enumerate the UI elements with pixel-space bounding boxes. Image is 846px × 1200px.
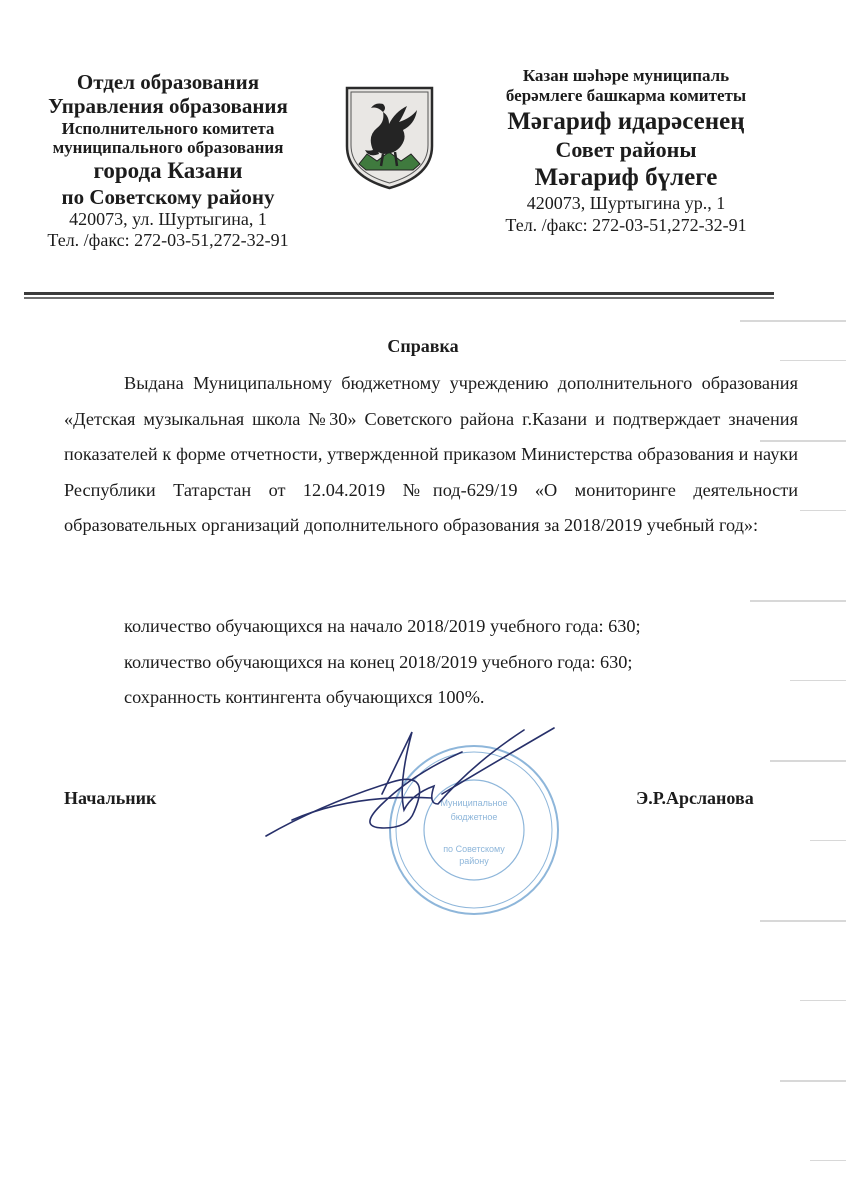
document-body: Выдана Муниципальному бюджетному учреждению дополнительного образования «Детская музыкальная школа №30» Советского района г.Казани и подтверждает значения показателей к форме отчетности, утвержденной приказом Министерства образования и науки Республики Татарстан от 12.04.2019 №под-629/19 «О мониторинге деятельности образовательных организаций дополнительного образования за 2018/2019 учебный год»: — [64, 373, 798, 536]
phone-tt: Тел. /факс: 272-03-51,272-32-91 — [505, 214, 747, 235]
org-name-tt-2: берәмлеге башкарма комитеты — [505, 86, 747, 106]
indicator-list — [124, 609, 804, 716]
signatory-name: Э.Р.Арсланова — [636, 788, 754, 808]
org-name-tt-1: Казан шәһәре муниципаль — [522, 66, 730, 85]
org-name-ru-3: Исполнительного комитета — [61, 118, 275, 138]
org-name-ru-1: Отдел образования — [76, 70, 260, 94]
org-name-ru-2: Управления образования — [48, 94, 288, 119]
list-item: количество обучающихся на конец 2018/2019 учебного года: 630; — [124, 651, 633, 672]
stamp-line: району — [459, 856, 489, 866]
header-rule-thin — [24, 297, 774, 299]
phone-ru: Тел. /факс: 272-03-51,272-32-91 — [47, 230, 289, 251]
org-name-ru-4: муниципального образования — [52, 138, 284, 158]
org-city-ru: города Казани — [93, 158, 243, 184]
address-ru: 420073, ул. Шуртыгина, 1 — [69, 209, 267, 230]
header-right — [466, 66, 786, 236]
document-title: Справка — [387, 336, 459, 356]
org-district-tt: Совет районы — [555, 136, 697, 162]
list-item: количество обучающихся на начало 2018/2019 учебного года: 630; — [124, 616, 641, 636]
header-left — [10, 70, 326, 251]
org-name-tt-4: Мәгариф бүлеге — [534, 164, 718, 192]
org-name-tt-3: Мәгариф идарәсенең — [507, 107, 745, 135]
kazan-coat-of-arms-icon — [343, 84, 436, 192]
list-item: сохранность контингента обучающихся 100%. — [124, 687, 485, 707]
stamp-line: бюджетное — [450, 812, 498, 822]
signatory-position: Начальник — [64, 788, 157, 808]
stamp-line: Муниципальное — [440, 798, 508, 808]
header-rule-thick — [24, 292, 774, 295]
org-district-ru: по Советскому району — [61, 184, 275, 209]
address-tt: 420073, Шуртыгина ур., 1 — [526, 193, 726, 214]
signature — [262, 724, 562, 844]
stamp-line: по Советскому — [443, 844, 505, 854]
